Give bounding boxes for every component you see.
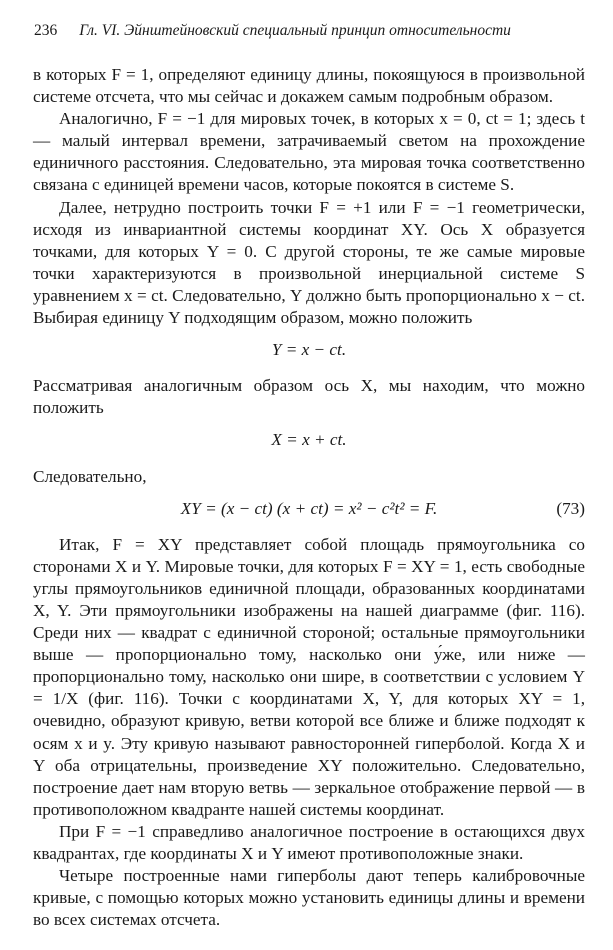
equation-number: (73) — [556, 498, 585, 518]
equation: XY = (x − ct) (x + ct) = x² − c²t² = F. — [180, 498, 438, 518]
paragraph: в которых F = 1, определяют единицу длины, покоящуюся в произвольной системе отсчета, что мы сейчас и докажем самым подробным образом. — [33, 65, 585, 107]
paragraph: Аналогично, F = −1 для мировых точек, в которых x = 0, ct = 1; здесь t — малый интервал времени, затрачиваемый светом на прохождение единичного расстояния. Следовательно, эта мировая точка соответственно связана с единицей времени часов, которые покоятся в системе S. — [33, 109, 585, 195]
running-header — [34, 22, 586, 40]
body-text — [33, 64, 585, 931]
equation-73 — [33, 498, 585, 520]
paragraph: Далее, нетрудно построить точки F = +1 или F = −1 геометрически, исходя из инвариантной системы координат XY. Ось X образуется точками, для которых Y = 0. С другой стороны, те же самые мировые точки характеризуются в произвольной инерциальной системе S уравнением x = ct. Следовательно, Y должно быть пропорционально x − ct. Выбирая единицу Y подходящим образом, можно положить — [33, 197, 585, 328]
paragraph: При F = −1 справедливо аналогичное построение в остающихся двух квадрантах, где координаты X и Y имеют противоположные знаки. — [33, 821, 585, 863]
page-number: 236 — [34, 22, 58, 39]
paragraph: Рассматривая аналогичным образом ось X, мы находим, что можно положить — [33, 376, 585, 418]
equation: Y = x − ct. — [271, 340, 347, 360]
paragraph: Итак, F = XY представляет собой площадь прямоугольника со сторонами X и Y. Мировые точки, для которых F = XY = 1, есть свободные углы прямоугольников единичной площади, образованных координатами X, Y. Эти прямоугольники изображены на нашей диаграмме (фиг. 116). Среди них — квадрат с единичной стороной; остальные прямоугольники выше — пропорционально тому, насколько они у́же, или ниже — пропорционально тому, насколько они шире, в соответствии с условием Y = 1/X (фиг. 116). Точки с координатами X, Y, для которых XY = 1, очевидно, образуют кривую, ветви которой все ближе и ближе подходят к осям x и y. Эту кривую называют равносторонней гиперболой. Когда X и Y оба отрицательны, произведение XY положительно. Следовательно, построение дает нам вторую ветвь — зеркальное отображение первой — в противоположном квадранте нашей системы координат. — [33, 534, 585, 819]
equation: X = x + ct. — [271, 430, 347, 450]
paragraph: Следовательно, — [33, 466, 147, 486]
paragraph: Четыре построенные нами гиперболы дают теперь калибровочные кривые, с помощью которых можно установить единицы длины и времени во всех системах отсчета. — [33, 866, 585, 930]
running-title: Гл. VI. Эйнштейновский специальный принцип относительности — [79, 22, 511, 39]
